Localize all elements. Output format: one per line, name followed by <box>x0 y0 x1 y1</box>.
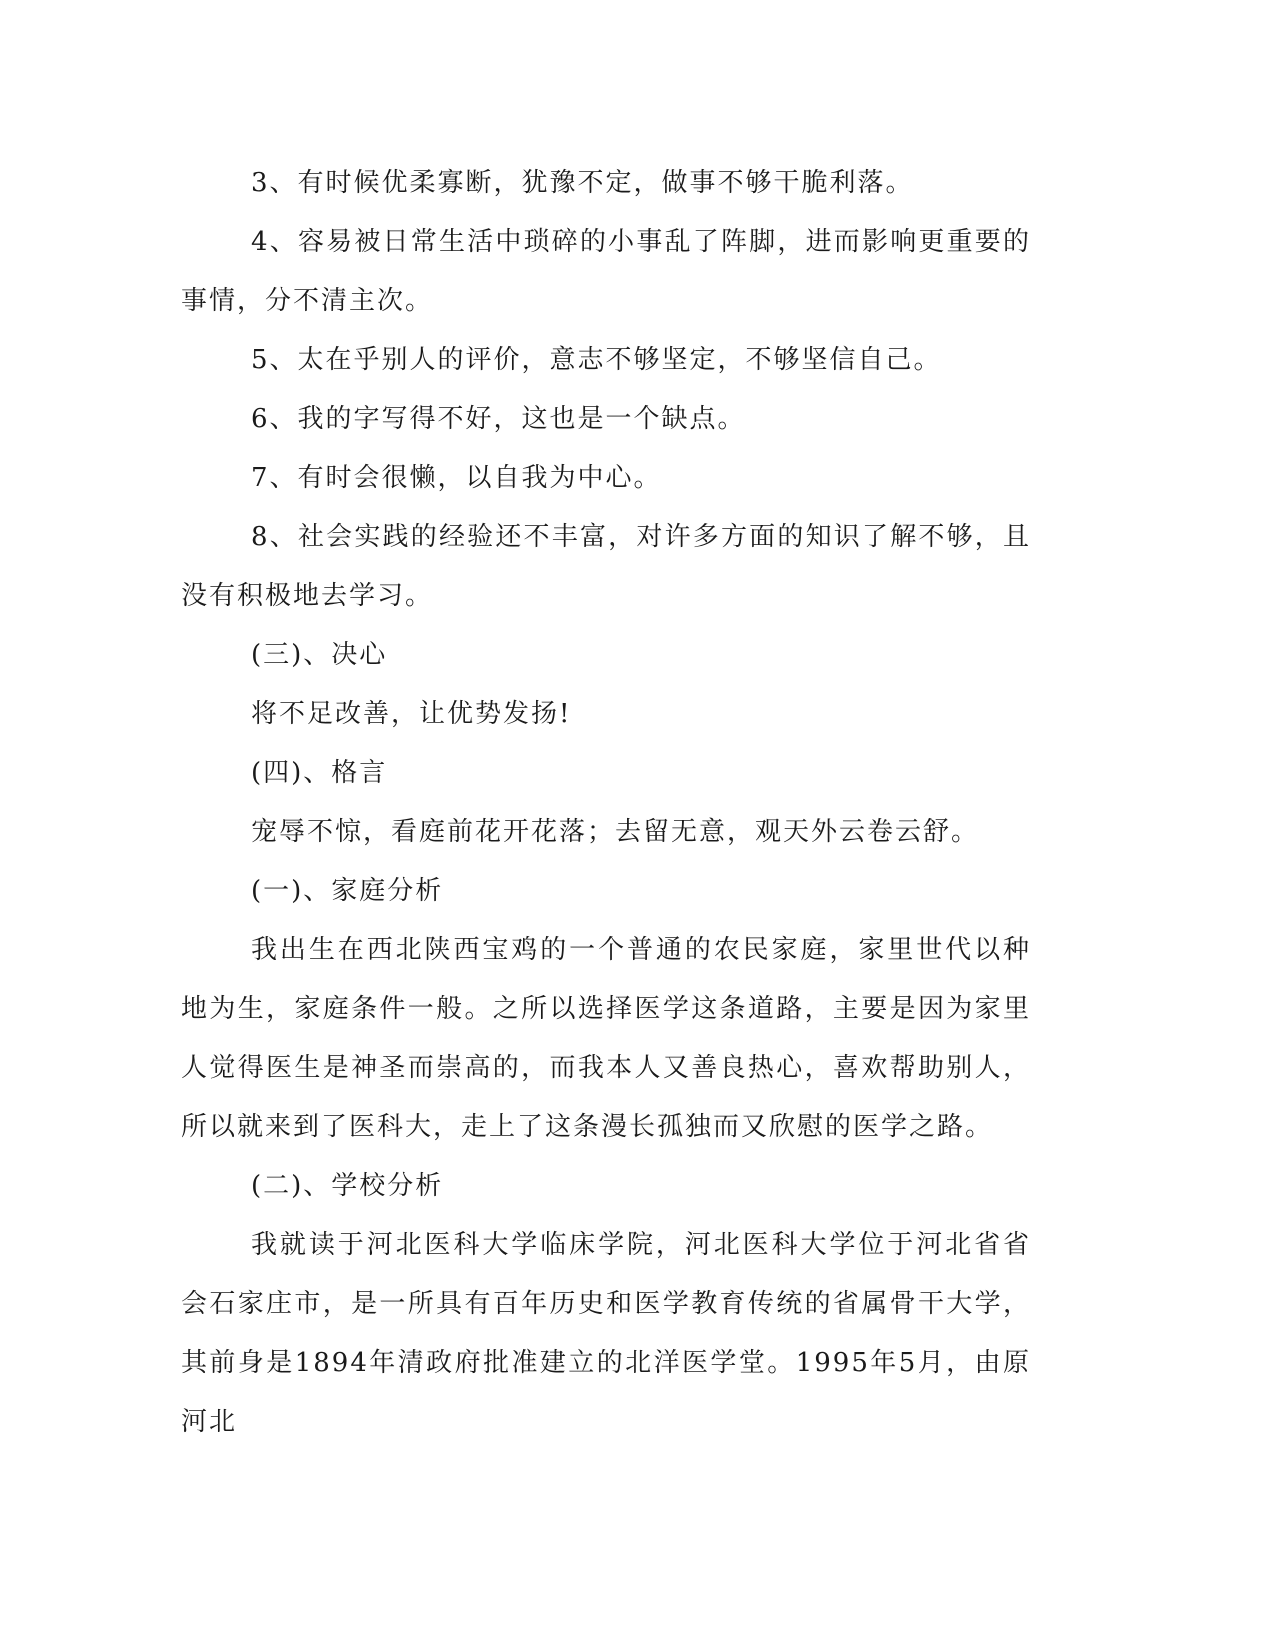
section-heading-school-analysis: (二)、学校分析 <box>251 1171 444 1201</box>
list-item-4: 4、容易被日常生活中琐碎的小事乱了阵脚，进而影响更重要的事情，分不清主次。 <box>181 227 1031 316</box>
motto-paragraph: 宠辱不惊，看庭前花开花落；去留无意，观天外云卷云舒。 <box>251 817 980 847</box>
section-heading-motto: (四)、格言 <box>251 758 388 788</box>
school-analysis-paragraph: 我就读于河北医科大学临床学院，河北医科大学位于河北省省会石家庄市，是一所具有百年历史和医学教育传统的省属骨干大学，其前身是1894年清政府批准建立的北洋医学堂。1995年5月，由原河北 <box>181 1230 1031 1437</box>
section-heading-family-analysis: (一)、家庭分析 <box>251 876 444 906</box>
list-item-3: 3、有时候优柔寡断，犹豫不定，做事不够干脆利落。 <box>251 168 914 198</box>
list-item-8: 8、社会实践的经验还不丰富，对许多方面的知识了解不够，且没有积极地去学习。 <box>181 522 1031 611</box>
section-heading-resolve: (三)、决心 <box>251 640 388 670</box>
resolve-paragraph: 将不足改善，让优势发扬! <box>251 699 572 729</box>
list-item-5: 5、太在乎别人的评价，意志不够坚定，不够坚信自己。 <box>251 345 942 375</box>
family-analysis-paragraph: 我出生在西北陕西宝鸡的一个普通的农民家庭，家里世代以种地为生，家庭条件一般。之所以选择医学这条道路，主要是因为家里人觉得医生是神圣而崇高的，而我本人又善良热心，喜欢帮助别人，所以就来到了医科大，走上了这条漫长孤独而又欣慰的医学之路。 <box>181 935 1031 1142</box>
list-item-7: 7、有时会很懒，以自我为中心。 <box>251 463 662 493</box>
document-body <box>181 154 1031 1452</box>
list-item-6: 6、我的字写得不好，这也是一个缺点。 <box>251 404 746 434</box>
